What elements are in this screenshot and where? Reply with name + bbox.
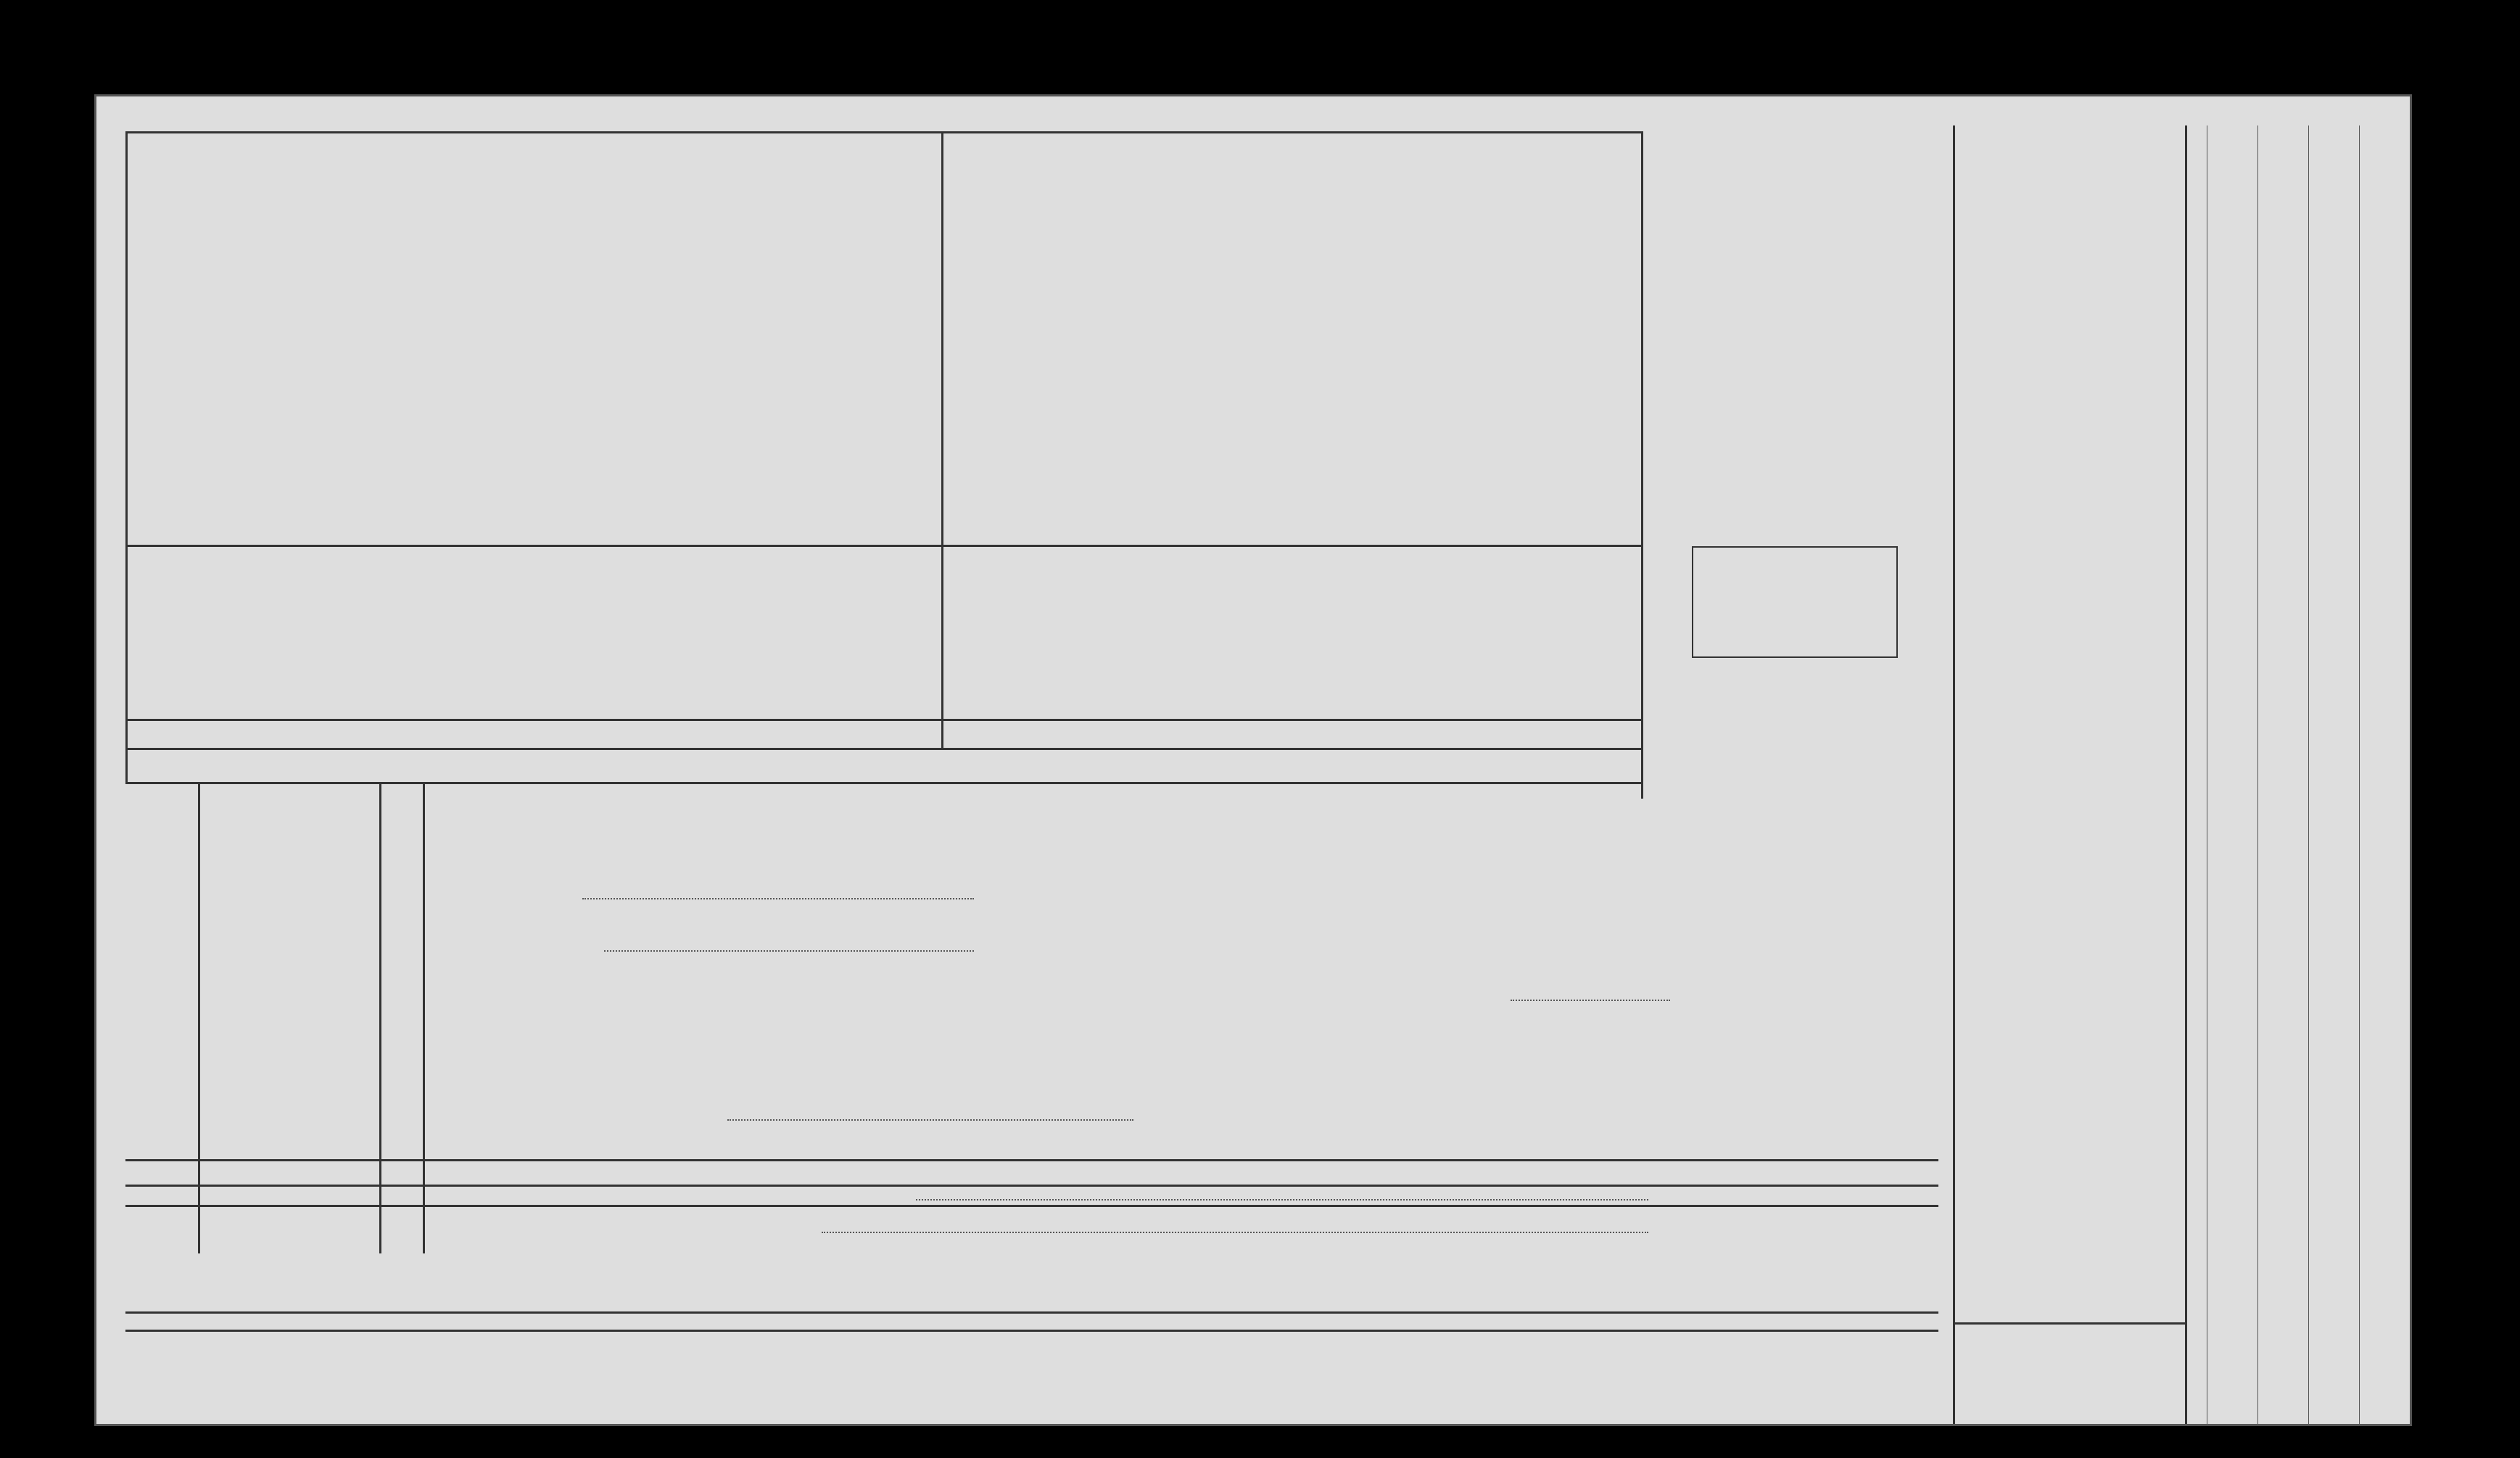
population-top-rule bbox=[125, 131, 1641, 133]
land-bottom-rule bbox=[1953, 1322, 2185, 1325]
extra-grid bbox=[2178, 125, 2410, 1424]
men-women-divider bbox=[941, 131, 943, 748]
card-number-box bbox=[1692, 546, 1898, 658]
livestock-sub-rule bbox=[125, 1205, 1938, 1207]
household-block bbox=[416, 789, 1931, 1253]
population-header-rule bbox=[125, 748, 1641, 750]
population-left-rule bbox=[125, 131, 128, 784]
livestock-top-rule bbox=[125, 1159, 1938, 1161]
livestock-number-rule bbox=[125, 1311, 1938, 1314]
livestock-group-rule bbox=[125, 1185, 1938, 1187]
men-women-rule bbox=[125, 719, 1641, 721]
inventory-right-rule bbox=[379, 782, 381, 1253]
inventory-left-rule bbox=[198, 782, 200, 1253]
ministry-block bbox=[1656, 162, 1938, 179]
census-card bbox=[94, 94, 2412, 1426]
population-bottom-rule bbox=[125, 782, 1641, 784]
livestock-bottom-rule bbox=[125, 1330, 1938, 1332]
land-left-rule bbox=[1953, 125, 1955, 1424]
column-number-rule bbox=[125, 545, 1641, 547]
population-right-rule bbox=[1641, 131, 1643, 799]
